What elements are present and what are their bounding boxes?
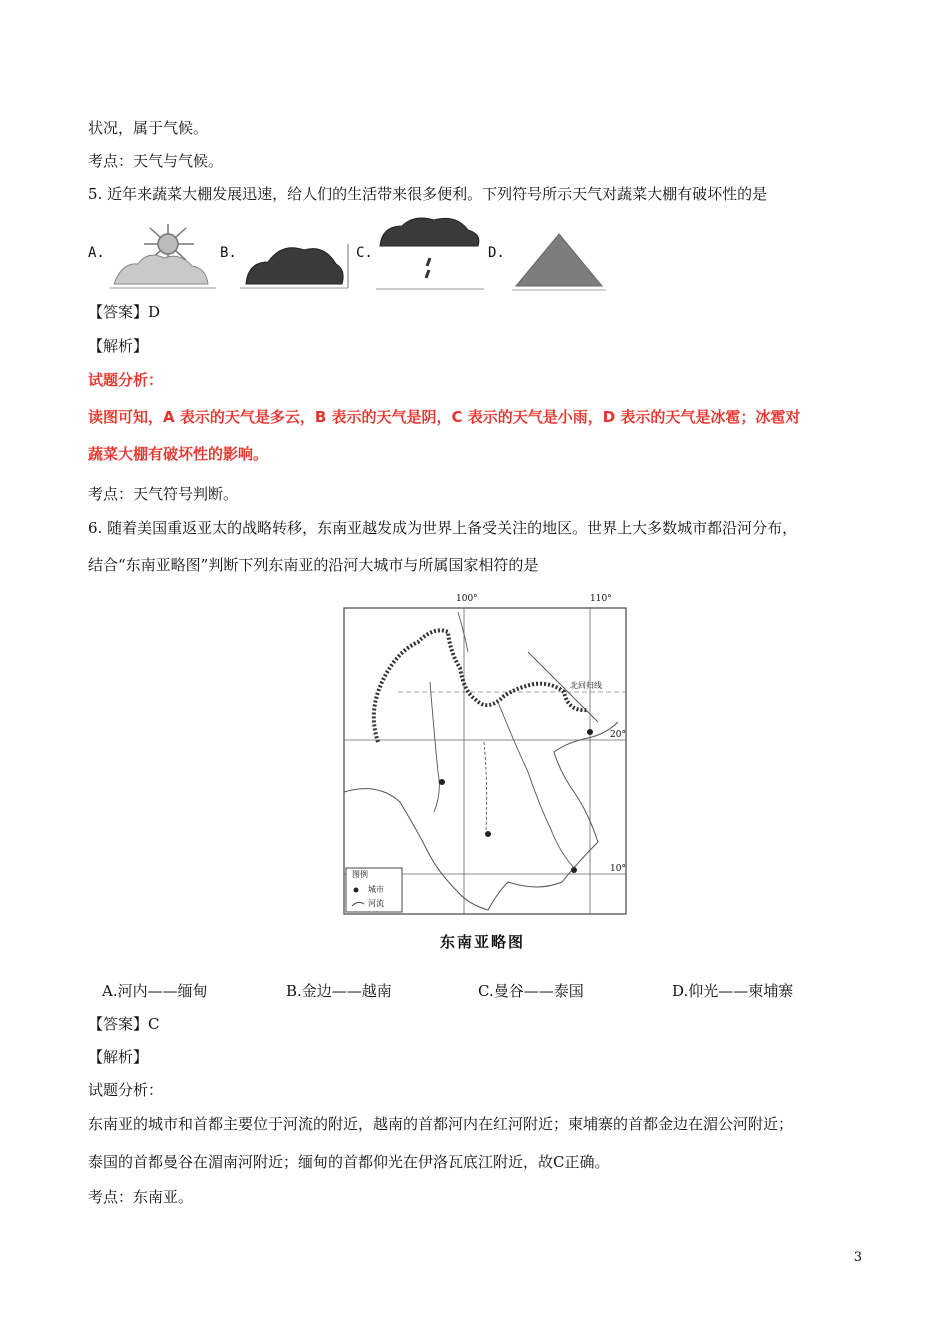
legend-river: 河流 (368, 899, 384, 908)
analysis-text: 泰国的首都曼谷在湄南河附近；缅甸的首都仰光在伊洛瓦底江附近，故C正确。 (88, 1153, 610, 1171)
hail-symbol (512, 230, 606, 292)
longitude-label: 100° (456, 594, 478, 604)
kaodian-line: 考点：天气与气候。 (88, 152, 224, 170)
partly-cloudy-symbol (108, 222, 218, 290)
jiexi-heading: 【解析】 (88, 1048, 149, 1066)
kaodian-line: 考点：东南亚。 (88, 1188, 194, 1206)
longitude-label: 110° (590, 594, 612, 604)
map-caption: 东南亚略图 (440, 933, 526, 951)
page-number: 3 (853, 1250, 862, 1265)
legend-city: 城市 (368, 885, 384, 894)
choice-a: A.河内——缅甸 (102, 982, 208, 1000)
map-graphic (338, 592, 638, 916)
question-6: 6. 随着美国重返亚太的战略转移，东南亚越发成为世界上备受关注的地区。世界上大多数城市都沿河分布， (88, 519, 798, 537)
kaodian-line: 考点：天气符号判断。 (88, 485, 239, 503)
option-d-label: D. (488, 245, 505, 261)
analysis-heading: 试题分析： (88, 371, 164, 389)
question-6: 结合“东南亚略图”判断下列东南亚的沿河大城市与所属国家相符的是 (88, 556, 539, 574)
choice-c: C.曼谷——泰国 (478, 982, 584, 1000)
light-rain-symbol (374, 212, 486, 292)
southeast-asia-map (338, 592, 638, 916)
analysis-text: 读图可知，A 表示的天气是多云，B 表示的天气是阴，C 表示的天气是小雨，D 表示的天气是冰雹；冰雹对 (88, 408, 801, 426)
question-5: 5. 近年来蔬菜大棚发展迅速，给人们的生活带来很多便利。下列符号所示天气对蔬菜大棚有破坏性的是 (88, 185, 768, 203)
option-c-label: C. (356, 245, 373, 261)
analysis-heading: 试题分析： (88, 1081, 164, 1099)
option-b-label: B. (220, 245, 237, 261)
tropic-label: 北回归线 (570, 681, 602, 690)
analysis-text: 蔬菜大棚有破坏性的影响。 (88, 445, 269, 463)
option-a-label: A. (88, 245, 105, 261)
choice-b: B.金边——越南 (286, 982, 392, 1000)
latitude-label: 20° (610, 730, 626, 740)
answer-line: 【答案】C (88, 1015, 160, 1033)
analysis-text: 东南亚的城市和首都主要位于河流的附近，越南的首都河内在红河附近；柬埔寨的首都金边在湄公河附近； (88, 1115, 794, 1133)
legend-title: 图例 (352, 870, 368, 879)
overcast-symbol (238, 222, 350, 290)
latitude-label: 10° (610, 864, 626, 874)
answer-line: 【答案】D (88, 303, 161, 321)
text-line: 状况，属于气候。 (88, 119, 209, 137)
jiexi-heading: 【解析】 (88, 337, 149, 355)
choice-d: D.仰光——柬埔寨 (672, 982, 794, 1000)
